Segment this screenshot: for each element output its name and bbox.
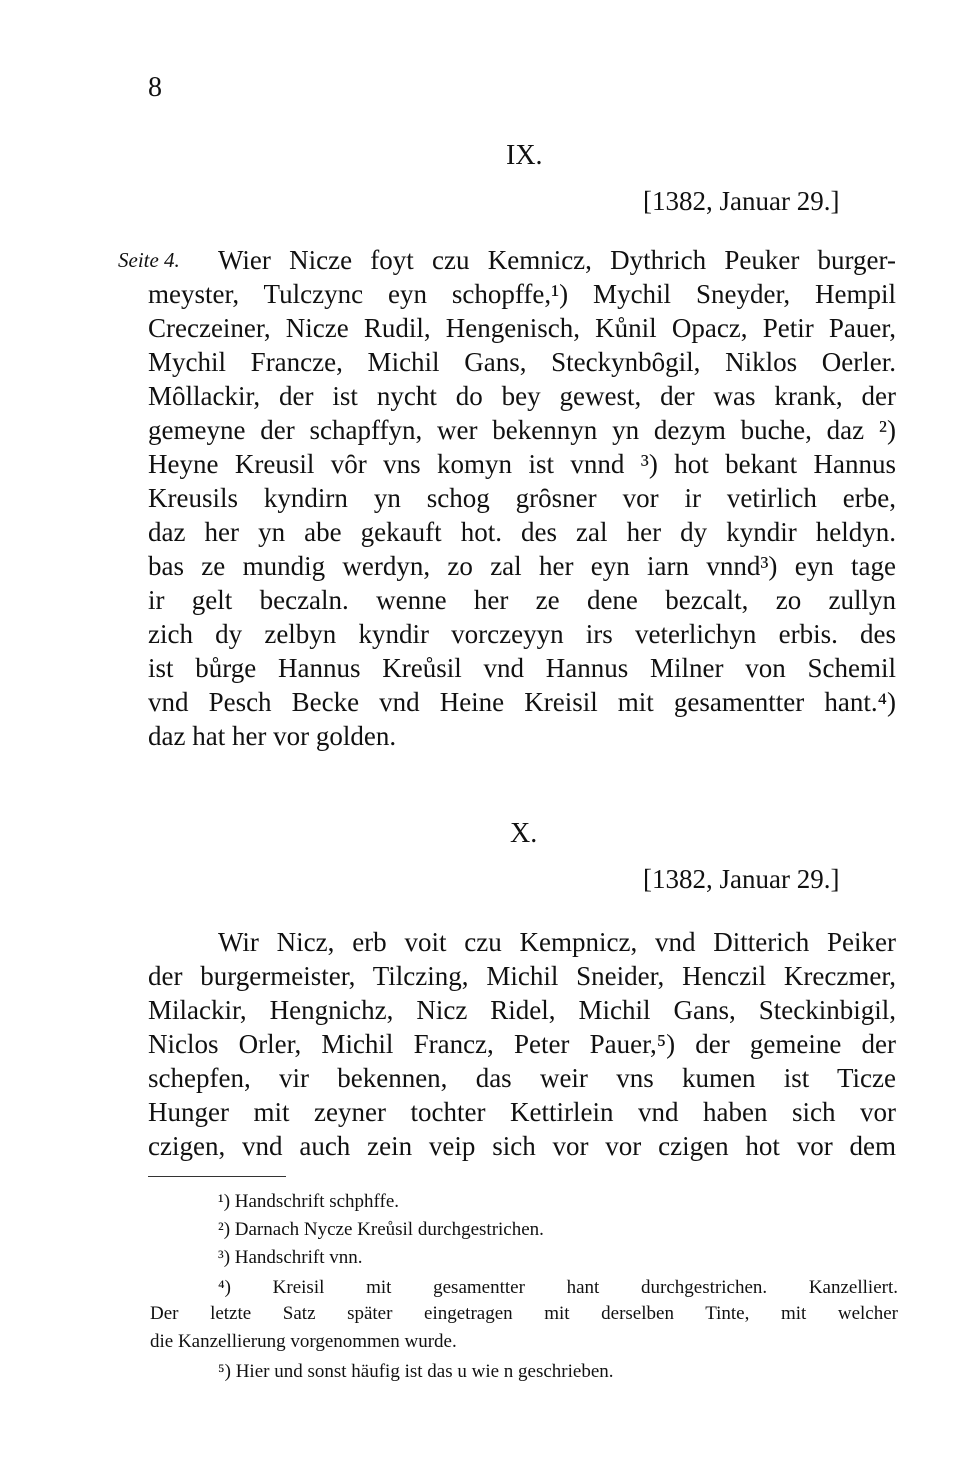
footnote-4-continuation: Der letzte Satz später eingetragen mit derselben Tinte, mit welcher [150, 1303, 898, 1324]
document-ix-line: zich dy zelbyn kyndir vorczeyyn irs veterlichyn erbis. des [148, 619, 896, 649]
document-ix-date: [1382, Januar 29.] [643, 186, 840, 216]
footnote-4: ⁴) Kreisil mit gesamentter hant durchgestrichen. Kanzelliert. [218, 1277, 898, 1298]
document-x-line: Hunger mit zeyner tochter Kettirlein vnd haben sich vor [148, 1097, 896, 1127]
document-ix-line: Creczeiner, Nicze Rudil, Hengenisch, Kůnil Opacz, Petir Pauer, [148, 313, 896, 343]
document-x-line: schepfen, vir bekennen, das weir vns kumen ist Ticze [148, 1063, 896, 1093]
document-ix-line: gemeyne der schapffyn, wer bekennyn yn dezym buche, daz ²) [148, 415, 896, 445]
footnote-4-continuation: die Kanzellierung vorgenommen wurde. [150, 1331, 457, 1352]
document-x-line: Niclos Orler, Michil Francz, Peter Pauer,⁵) der gemeine der [148, 1029, 896, 1059]
document-ix-line: bas ze mundig werdyn, zo zal her eyn iarn vnnd³) eyn tage [148, 551, 896, 581]
footnote-2: ²) Darnach Nycze Kreůsil durchgestrichen. [218, 1219, 544, 1240]
document-x-line: der burgermeister, Tilczing, Michil Sneider, Henczil Kreczmer, [148, 961, 896, 991]
document-x-line: czigen, vnd auch zein veip sich vor vor czigen hot vor dem [148, 1131, 896, 1161]
document-ix-line: Kreusils kyndirn yn schog grȏsner vor ir vetirlich erbe, [148, 483, 896, 513]
document-ix-line: Mychil Francze, Michil Gans, Steckynbȏgil, Niklos Oerler. [148, 347, 896, 377]
document-x-line: Milackir, Hengnichz, Nicz Ridel, Michil Gans, Steckinbigil, [148, 995, 896, 1025]
document-ix-line: vnd Pesch Becke vnd Heine Kreisil mit gesamentter hant.⁴) [148, 687, 896, 717]
margin-note-seite: Seite 4. [118, 248, 180, 272]
page-number: 8 [148, 72, 162, 103]
document-ix-line: Mȏllackir, der ist nycht do bey gewest, der was krank, der [148, 381, 896, 411]
footnote-5: ⁵) Hier und sonst häufig ist das u wie n geschrieben. [218, 1361, 614, 1382]
document-x-date: [1382, Januar 29.] [643, 864, 840, 894]
document-ix-line: Heyne Kreusil vȏr vns komyn ist vnnd ³) hot bekant Hannus [148, 449, 896, 479]
document-ix-line: ist bůrge Hannus Kreůsil vnd Hannus Milner von Schemil [148, 653, 896, 683]
document-x-heading: X. [510, 818, 538, 849]
document-ix-line: daz hat her vor golden. [148, 721, 397, 751]
footnote-divider [148, 1176, 286, 1177]
document-ix-line: Wier Nicze foyt czu Kemnicz, Dythrich Peuker burger- [218, 245, 896, 275]
document-ix-line: daz her yn abe gekauft hot. des zal her dy kyndir heldyn. [148, 517, 896, 547]
footnote-3: ³) Handschrift vnn. [218, 1247, 363, 1268]
document-ix-line: meyster, Tulczync eyn schopffe,¹) Mychil Sneyder, Hempil [148, 279, 896, 309]
document-ix-line: ir gelt beczaln. wenne her ze dene bezcalt, zo zullyn [148, 585, 896, 615]
footnote-1: ¹) Handschrift schphffe. [218, 1191, 400, 1212]
document-x-line: Wir Nicz, erb voit czu Kempnicz, vnd Ditterich Peiker [218, 927, 896, 957]
document-ix-heading: IX. [506, 140, 543, 171]
